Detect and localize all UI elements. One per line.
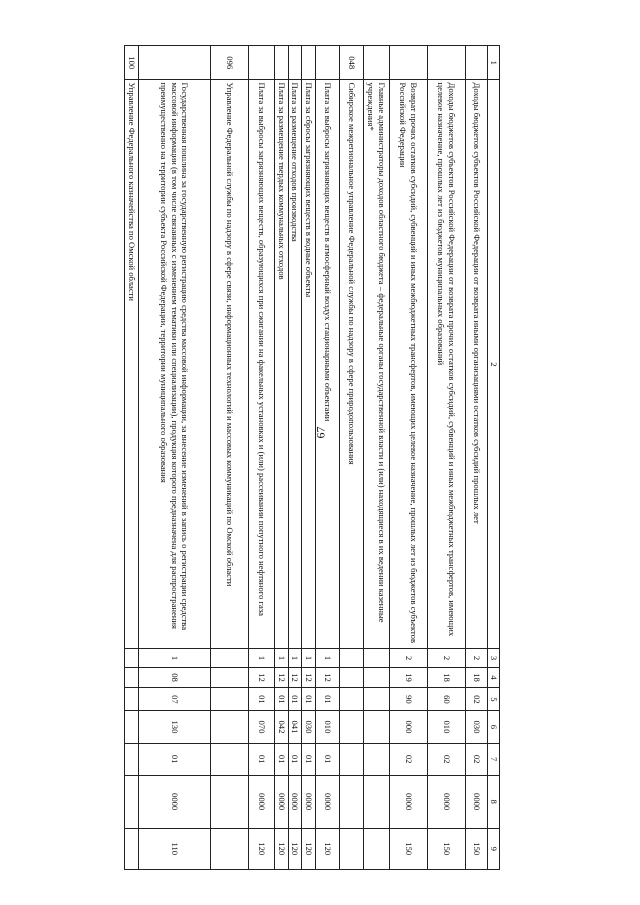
code-part-9 [364,828,390,869]
code-part-9: 120 [274,828,288,869]
code-part-5: 01 [248,688,274,711]
code-part-9 [125,828,139,869]
code-part-3: 2 [466,649,488,667]
table-row [302,46,316,870]
code-part-6: 010 [428,711,466,743]
code-part-5: 01 [274,688,288,711]
code-part-4: 12 [248,667,274,688]
admin-code-cell [288,46,302,80]
description-cell: Доходы бюджетов субъектов Российской Федерации от возврата иными организациями остатков субсидий прошлых лет [466,80,488,649]
code-part-4: 12 [288,667,302,688]
code-part-6: 030 [302,711,316,743]
code-part-6: 042 [274,711,288,743]
table-row [210,46,248,870]
code-part-5: 07 [138,688,210,711]
table-row [138,46,210,870]
description-cell: Главные администраторы доходов областного бюджета – федеральные органы государственной власти и (или) находящиеся в их ведении казенные учреждения* [364,80,390,649]
code-part-6 [210,711,248,743]
code-part-9: 150 [466,828,488,869]
description-cell: Плата за размещение твердых коммунальных отходов [274,80,288,649]
code-part-3 [364,649,390,667]
description-cell: Плата за размещение отходов производства [288,80,302,649]
code-part-7: 01 [302,743,316,775]
header-cell-8: 8 [488,775,500,828]
code-part-8: 0000 [316,775,340,828]
admin-code-cell [466,46,488,80]
code-part-4: 08 [138,667,210,688]
code-part-6: 010 [316,711,340,743]
code-part-9: 150 [390,828,428,869]
code-part-8: 0000 [288,775,302,828]
code-part-7: 02 [428,743,466,775]
table-row [288,46,302,870]
code-part-6 [125,711,139,743]
description-cell: Доходы бюджетов субъектов Российской Федерации от возврата прочих остатков субсидий, субвенций и иных межбюджетных трансфертов, имеющих целевое назначение, прошлых лет из бюджетов муниципальных образований [428,80,466,649]
code-part-3: 1 [316,649,340,667]
description-cell: Управление Федерального казначейства по Омской области [125,80,139,649]
code-part-6: 041 [288,711,302,743]
code-part-3: 2 [428,649,466,667]
header-cell-6: 6 [488,711,500,743]
code-part-7: 01 [316,743,340,775]
code-part-4: 12 [316,667,340,688]
table-row [340,46,364,870]
admin-code-cell [428,46,466,80]
code-part-5: 01 [316,688,340,711]
code-part-8: 0000 [466,775,488,828]
code-part-6: 000 [390,711,428,743]
code-part-7: 01 [288,743,302,775]
description-cell: Плата за сбросы загрязняющих веществ в водные объекты [302,80,316,649]
code-part-6 [364,711,390,743]
code-part-3: 1 [288,649,302,667]
code-part-4 [210,667,248,688]
header-cell-2: 2 [488,80,500,649]
table-row [428,46,466,870]
description-cell: Государственная пошлина за государственную регистрацию средства массовой информации, за внесение изменений в запись о регистрации средства массовой информации (в том числе связанных с изменением тематики или специализации), продукция которого предназначена для распространения преимущественно на территории субъекта Российской Федерации, территории муниципального образования [138,80,210,649]
code-part-4: 18 [466,667,488,688]
table-row [274,46,288,870]
code-part-5 [125,688,139,711]
description-cell: Плата за выбросы загрязняющих веществ в атмосферный воздух стационарными объектами [316,80,340,649]
admin-code-cell [364,46,390,80]
code-part-8: 0000 [138,775,210,828]
code-part-7 [210,743,248,775]
code-part-8 [210,775,248,828]
code-part-7 [125,743,139,775]
code-part-3: 2 [390,649,428,667]
code-part-8: 0000 [428,775,466,828]
admin-code-cell [274,46,288,80]
code-part-5 [210,688,248,711]
table-row [125,46,139,870]
code-part-6 [340,711,364,743]
code-part-8: 0000 [274,775,288,828]
table-row [466,46,488,870]
code-part-8: 0000 [390,775,428,828]
admin-code-cell [302,46,316,80]
admin-code-cell: 048 [340,46,364,80]
code-part-8: 0000 [302,775,316,828]
admin-code-cell: 096 [210,46,248,80]
header-cell-5: 5 [488,688,500,711]
code-part-3: 1 [274,649,288,667]
code-part-5 [364,688,390,711]
code-part-5: 01 [302,688,316,711]
code-part-5: 90 [390,688,428,711]
admin-code-cell [390,46,428,80]
code-part-6: 130 [138,711,210,743]
code-part-9 [340,828,364,869]
description-cell: Возврат прочих остатков субсидий, субвенций и иных межбюджетных трансфертов, имеющих целевое назначение, прошлых лет из бюджетов субъектов Российской Федерации [390,80,428,649]
code-part-3 [210,649,248,667]
table-row [390,46,428,870]
code-part-4 [340,667,364,688]
code-part-9: 110 [138,828,210,869]
code-part-7: 02 [466,743,488,775]
code-part-9: 120 [302,828,316,869]
code-part-3: 1 [138,649,210,667]
code-part-3 [125,649,139,667]
header-cell-7: 7 [488,743,500,775]
code-part-7: 01 [248,743,274,775]
code-part-8 [125,775,139,828]
code-part-9: 120 [288,828,302,869]
code-part-4: 18 [428,667,466,688]
code-part-5 [340,688,364,711]
header-cell-9: 9 [488,828,500,869]
header-row [488,46,500,870]
code-part-6: 070 [248,711,274,743]
code-part-5: 02 [466,688,488,711]
description-cell: Сибирское межрегиональное управление Федеральной службы по надзору в сфере природопользования [340,80,364,649]
header-cell-1: 1 [488,46,500,80]
code-part-8 [364,775,390,828]
description-cell: Управление Федеральной службы по надзору в сфере связи, информационных технологий и массовых коммуникаций по Омской области [210,80,248,649]
code-part-4: 12 [302,667,316,688]
code-part-4 [364,667,390,688]
admin-code-cell [138,46,210,80]
code-part-4: 12 [274,667,288,688]
admin-code-cell [316,46,340,80]
code-part-9: 120 [316,828,340,869]
table-row [316,46,340,870]
admin-code-cell [248,46,274,80]
code-part-3 [340,649,364,667]
rotated-table-container [45,45,500,870]
revenue-codes-table [124,45,500,870]
code-part-5: 01 [288,688,302,711]
code-part-7: 01 [138,743,210,775]
code-part-9: 150 [428,828,466,869]
description-cell: Плата за выбросы загрязняющих веществ, образующихся при сжигании на факельных установках и (или) рассеивании попутного нефтяного газа [248,80,274,649]
header-cell-3: 3 [488,649,500,667]
code-part-7 [340,743,364,775]
code-part-7 [364,743,390,775]
code-part-9 [210,828,248,869]
code-part-8: 0000 [248,775,274,828]
header-cell-4: 4 [488,667,500,688]
code-part-4: 19 [390,667,428,688]
code-part-6: 030 [466,711,488,743]
code-part-3: 1 [302,649,316,667]
table-row [248,46,274,870]
table-body [125,46,500,870]
table-row [364,46,390,870]
code-part-8 [340,775,364,828]
page-number: 67 [313,426,328,439]
code-part-3: 1 [248,649,274,667]
code-part-9: 120 [248,828,274,869]
admin-code-cell: 100 [125,46,139,80]
code-part-4 [125,667,139,688]
code-part-7: 01 [274,743,288,775]
code-part-5: 60 [428,688,466,711]
code-part-7: 02 [390,743,428,775]
